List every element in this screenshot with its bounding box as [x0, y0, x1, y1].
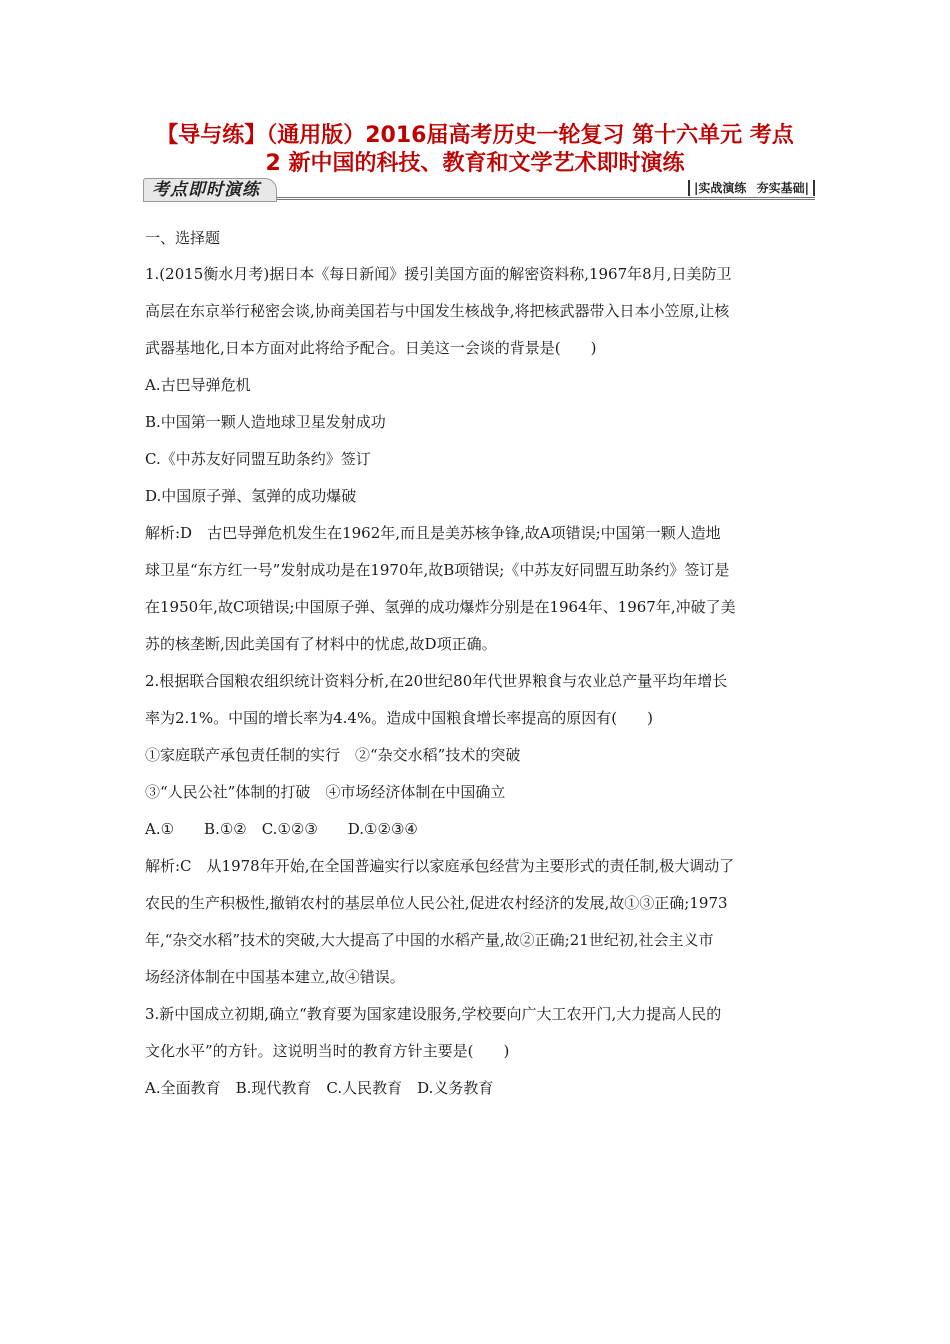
section-heading: 一、选择题: [145, 229, 221, 247]
section-banner: [143, 178, 815, 202]
question-3-text: 3.新中国成立初期,确立“教育要为国家建设服务,学校要向广大工农开门,大力提高人民的: [145, 1005, 722, 1023]
question-1-analysis: 解析:D 古巴导弹危机发生在1962年,而且是美苏核争锋,故A项错误;中国第一颗人造地: [145, 524, 721, 542]
question-1-analysis: 苏的核垄断,因此美国有了材料中的忧虑,故D项正确。: [145, 635, 497, 653]
question-2-options: A.① B.①② C.①②③ D.①②③④: [145, 820, 418, 838]
document-body: [145, 220, 810, 1107]
question-2-analysis: 农民的生产积极性,撤销农村的基层单位人民公社,促进农村经济的发展,故①③正确;1973: [145, 894, 728, 912]
question-3-options: A.全面教育 B.现代教育 C.人民教育 D.义务教育: [145, 1079, 494, 1097]
title-line-1: 【导与练】（通用版）2016届高考历史一轮复习 第十六单元 考点: [156, 123, 794, 148]
question-2-analysis: 年,“杂交水稻”技术的突破,大大提高了中国的水稻产量,故②正确;21世纪初,社会主义市: [145, 931, 714, 949]
banner-label: 考点即时演练: [143, 178, 277, 202]
question-1-text: 1.(2015衡水月考)据日本《每日新闻》援引美国方面的解密资料称,1967年8月,日美防卫: [145, 265, 732, 283]
question-1-analysis: 在1950年,故C项错误;中国原子弹、氢弹的成功爆炸分别是在1964年、1967年,冲破了美: [145, 598, 736, 616]
question-1-text: 武器基地化,日本方面对此将给予配合。日美这一会谈的背景是( ): [145, 339, 597, 357]
question-1-analysis: 球卫星“东方红一号”发射成功是在1970年,故B项错误;《中苏友好同盟互助条约》签订是: [145, 561, 730, 579]
question-1-option-c: C.《中苏友好同盟互助条约》签订: [145, 450, 371, 468]
title-line-2: 2 新中国的科技、教育和文学艺术即时演练: [265, 151, 685, 176]
question-2-statements: ①家庭联产承包责任制的实行 ②“杂交水稻”技术的突破: [145, 746, 521, 764]
question-1-option-a: A.古巴导弹危机: [145, 376, 251, 394]
question-1-option-d: D.中国原子弹、氢弹的成功爆破: [145, 487, 357, 505]
question-3-text: 文化水平”的方针。这说明当时的教育方针主要是( ): [145, 1042, 510, 1060]
question-1-option-b: B.中国第一颗人造地球卫星发射成功: [145, 413, 386, 431]
document-title: [135, 122, 815, 178]
question-1-text: 高层在东京举行秘密会谈,协商美国若与中国发生核战争,将把核武器带入日本小笠原,让核: [145, 302, 730, 320]
banner-slogan: |实战演练 夯实基础|: [688, 180, 815, 196]
question-2-analysis: 解析:C 从1978年开始,在全国普遍实行以家庭承包经营为主要形式的责任制,极大调动了: [145, 857, 735, 875]
question-2-text: 率为2.1%。中国的增长率为4.4%。造成中国粮食增长率提高的原因有( ): [145, 709, 653, 727]
question-2-text: 2.根据联合国粮农组织统计资料分析,在20世纪80年代世界粮食与农业总产量平均年增长: [145, 672, 728, 690]
question-2-analysis: 场经济体制在中国基本建立,故④错误。: [145, 968, 405, 986]
question-2-statements: ③“人民公社”体制的打破 ④市场经济体制在中国确立: [145, 783, 506, 801]
